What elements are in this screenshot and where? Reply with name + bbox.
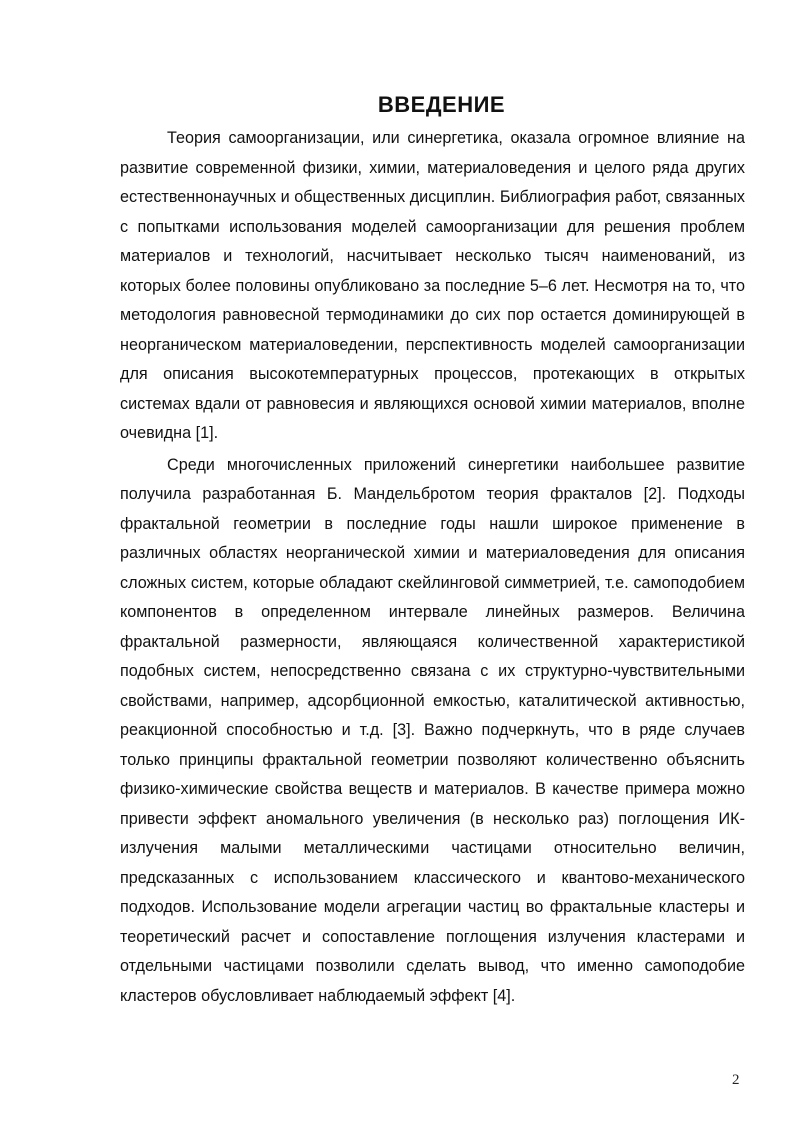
paragraph-1: Теория самоорганизации, или синергетика, оказала огромное влияние на развитие современной физики, химии, материаловедения и целого ряда других естественнонаучных и общественных дисциплин. Библиография работ, связанных с попытками использования моделей самоорганизации для решения проблем материалов и технологий, насчитывает несколько тысяч наименований, из которых более половины опубликовано за последние 5–6 лет. Несмотря на то, что методология равновесной термодинамики до сих пор остается доминирующей в неорганическом материаловедении, перспективность моделей самоорганизации для описания высокотемпературных процессов, протекающих в открытых системах вдали от равновесия и являющихся основой химии материалов, вполне очевидна [1]. [120, 129, 745, 442]
page-number: 2 [732, 1072, 740, 1088]
paragraph-2: Среди многочисленных приложений синергетики наибольшее развитие получила разработанная Б. Мандельбротом теория фракталов [2]. Подходы фрактальной геометрии в последние годы нашли широкое применение в различных областях неорганической химии и материаловедения для описания сложных систем, которые обладают скейлинговой симметрией, т.е. самоподобием компонентов в определенном интервале линейных размеров. Величина фрактальной размерности, являющаяся количественной характеристикой подобных систем, непосредственно связана с их структурно-чувствительными свойствами, например, адсорбционной емкостью, каталитической активностью, реакционной способностью и т.д. [3]. Важно подчеркнуть, что в ряде случаев только принципы фрактальной геометрии позволяют количественно объяснить физико-химические свойства веществ и материалов. В качестве примера можно привести эффект аномального увеличения (в несколько раз) поглощения ИК-излучения малыми металлическими частицами относительно величин, предсказанных с использованием классического и квантово-механического подходов. Использование модели агрегации частиц во фрактальные кластеры и теоретический расчет и сопоставление поглощения излучения кластерами и отдельными частицами позволили сделать вывод, что именно самоподобие кластеров обусловливает наблюдаемый эффект [4]. [120, 455, 745, 1005]
page-content [120, 90, 745, 1013]
section-title: ВВЕДЕНИЕ [377, 92, 506, 117]
